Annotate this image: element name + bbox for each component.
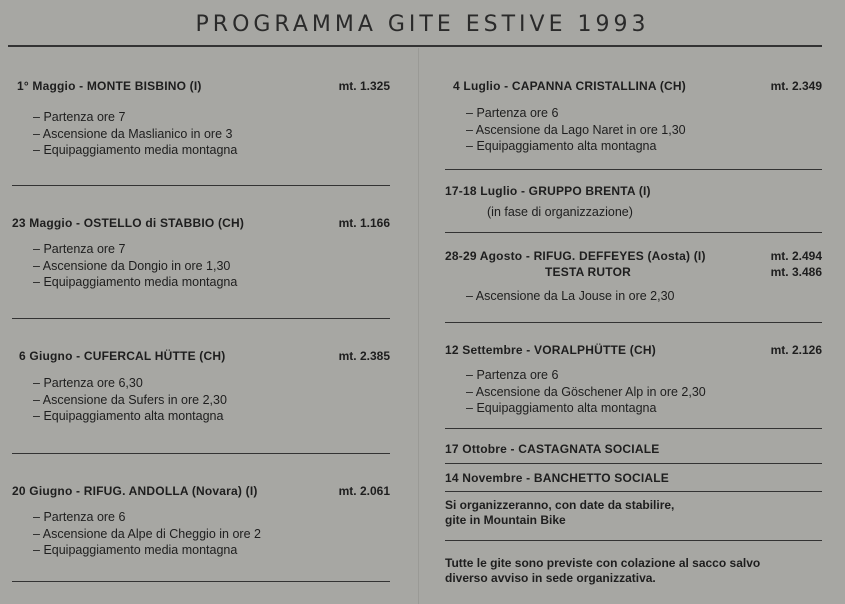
trip-detail: – Partenza ore 6 (466, 367, 706, 384)
trip-altitude: mt. 2.061 (338, 484, 390, 498)
trip-detail: – Partenza ore 7 (33, 241, 237, 258)
note-line: diverso avviso in sede organizzativa. (445, 571, 656, 585)
trip-detail: – Ascensione da Lago Naret in ore 1,30 (466, 122, 686, 139)
trip-header: 4 Luglio - CAPANNA CRISTALLINA (CH) (453, 79, 686, 93)
trip-header: 17-18 Luglio - GRUPPO BRENTA (I) (445, 184, 651, 198)
trip-detail: – Partenza ore 6,30 (33, 375, 227, 392)
note-line: Tutte le gite sono previste con colazione al sacco salvo (445, 556, 761, 570)
section-divider (445, 232, 822, 233)
trip-header: 6 Giugno - CUFERCAL HÜTTE (CH) (19, 349, 226, 363)
trip-detail: – Partenza ore 6 (33, 509, 261, 526)
section-divider (12, 453, 390, 454)
trip-header: 12 Settembre - VORALPHÜTTE (CH) (445, 343, 656, 357)
mountain-bike-note (445, 498, 674, 528)
trip-detail: – Ascensione da Dongio in ore 1,30 (33, 258, 237, 275)
trip-detail: – Equipaggiamento alta montagna (466, 400, 706, 417)
section-divider (445, 322, 822, 323)
trip-subheader: TESTA RUTOR (545, 265, 631, 279)
trip-header: 20 Giugno - RIFUG. ANDOLLA (Novara) (I) (12, 484, 258, 498)
trip-detail: – Ascensione da Maslianico in ore 3 (33, 126, 237, 143)
trip-detail: – Ascensione da La Jouse in ore 2,30 (466, 288, 675, 305)
footer-note (445, 556, 760, 586)
trip-header: 23 Maggio - OSTELLO di STABBIO (CH) (12, 216, 245, 230)
section-divider (445, 491, 822, 492)
trip-detail: – Equipaggiamento alta montagna (466, 138, 686, 155)
trip-details (33, 509, 261, 559)
trip-altitude: mt. 1.166 (338, 216, 390, 230)
event-castagnata: 17 Ottobre - CASTAGNATA SOCIALE (445, 442, 660, 456)
trip-detail: – Equipaggiamento media montagna (33, 142, 237, 159)
trip-subaltitude: mt. 3.486 (770, 265, 822, 279)
trip-header: 28-29 Agosto - RIFUG. DEFFEYES (Aosta) (I) (445, 249, 706, 263)
page-title: PROGRAMMA GITE ESTIVE 1993 (195, 12, 650, 37)
trip-details (33, 109, 237, 159)
trip-note: (in fase di organizzazione) (487, 205, 633, 219)
trip-altitude: mt. 2.494 (770, 249, 822, 263)
trip-detail: – Partenza ore 7 (33, 109, 237, 126)
trip-altitude: mt. 2.126 (770, 343, 822, 357)
section-divider (12, 581, 390, 582)
event-banchetto: 14 Novembre - BANCHETTO SOCIALE (445, 471, 670, 485)
trip-details (33, 375, 227, 425)
trip-detail: – Equipaggiamento media montagna (33, 274, 237, 291)
page-fold (418, 48, 419, 604)
trip-detail: – Ascensione da Göschener Alp in ore 2,30 (466, 384, 706, 401)
section-divider (445, 169, 822, 170)
note-line: gite in Mountain Bike (445, 513, 566, 527)
trip-details (466, 288, 675, 305)
section-divider (445, 428, 822, 429)
section-divider (12, 318, 390, 319)
trip-altitude: mt. 1.325 (338, 79, 390, 93)
trip-details (33, 241, 237, 291)
trip-altitude: mt. 2.349 (770, 79, 822, 93)
trip-details (466, 367, 706, 417)
title-rule (8, 45, 822, 47)
trip-altitude: mt. 2.385 (338, 349, 390, 363)
trip-header: 1° Maggio - MONTE BISBINO (I) (17, 79, 202, 93)
section-divider (445, 540, 822, 541)
trip-detail: – Partenza ore 6 (466, 105, 686, 122)
section-divider (445, 463, 822, 464)
trip-detail: – Ascensione da Sufers in ore 2,30 (33, 392, 227, 409)
trip-detail: – Ascensione da Alpe di Cheggio in ore 2 (33, 526, 261, 543)
trip-detail: – Equipaggiamento media montagna (33, 542, 261, 559)
trip-detail: – Equipaggiamento alta montagna (33, 408, 227, 425)
note-line: Si organizzeranno, con date da stabilire, (445, 498, 675, 512)
section-divider (12, 185, 390, 186)
trip-details (466, 105, 686, 155)
